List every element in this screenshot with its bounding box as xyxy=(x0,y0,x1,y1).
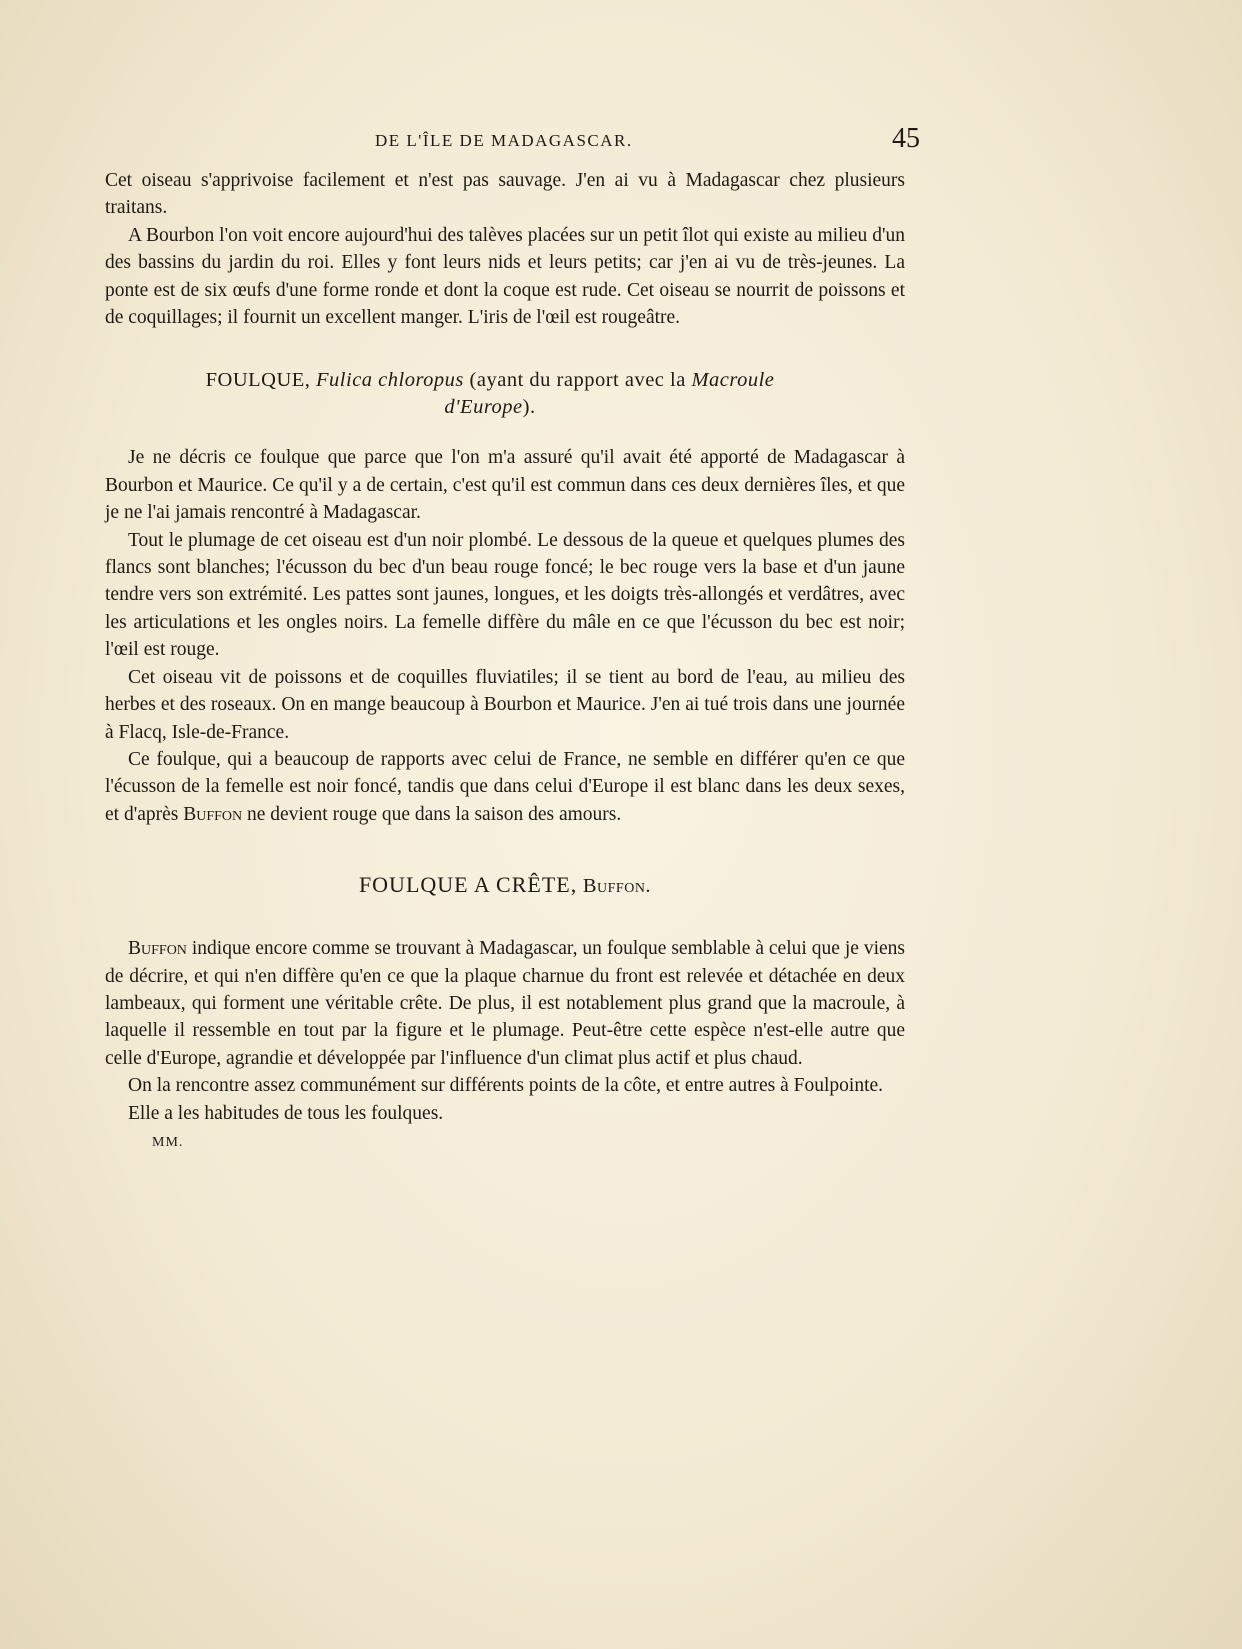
signature: MM. xyxy=(152,1134,184,1150)
section-heading-foulque xyxy=(105,367,905,421)
heading-note-close: ). xyxy=(522,396,536,419)
page-header xyxy=(105,123,920,157)
heading-author: Buffon. xyxy=(582,875,652,898)
paragraph: On la rencontre assez communément sur différents points de la côte, et entre autres à Foulpointe. xyxy=(128,1075,884,1097)
heading-note: (ayant du rapport avec la xyxy=(469,369,686,392)
heading-note-italic-2: d'Europe xyxy=(444,396,523,419)
paragraph: Tout le plumage de cet oiseau est d'un noir plombé. Le dessous de la queue et quelques plumes des flancs sont blanches; l'écusson du bec d'un beau rouge foncé; le bec rouge vers la base et d'un jaune tendre vers son extrémité. Les pattes sont jaunes, longues, et les doigts très-allongés et verdâtres, avec les articulations et les ongles noirs. La femelle diffère du mâle en ce que l'écusson du bec est noir; l'œil est rouge. xyxy=(105,529,905,661)
page-number: 45 xyxy=(892,123,920,154)
paragraph: Cet oiseau s'apprivoise facilement et n'est pas sauvage. J'en ai vu à Madagascar chez plusieurs traitans. xyxy=(105,170,905,219)
author-name: Buffon xyxy=(183,803,243,825)
heading-name: FOULQUE, xyxy=(205,369,311,392)
paragraph-text: indique encore comme se trouvant à Madagascar, un foulque semblable à celui que je viens de décrire, et qui n'en diffère qu'en ce que la plaque charnue du front est relevée et détachée en deux lambeaux, qui forment une véritable crête. De plus, il est notablement plus grand que la macroule, à laquelle il ressemble en tout par la figure et le plumage. Peut-être cette espèce n'est-elle autre que celle d'Europe, agrandie et développée par l'influence d'un climat plus actif et plus chaud. xyxy=(105,938,905,1069)
paragraph xyxy=(105,746,905,828)
body-text xyxy=(105,167,905,1156)
author-name: Buffon xyxy=(128,938,187,960)
heading-note-italic: Macroule xyxy=(691,369,775,392)
heading-latin: Fulica chloropus xyxy=(316,369,464,392)
paragraph-text: ne devient rouge que dans la saison des amours. xyxy=(242,803,622,825)
running-head: DE L'ÎLE DE MADAGASCAR. xyxy=(375,131,633,150)
paragraph: A Bourbon l'on voit encore aujourd'hui des talèves placées sur un petit îlot qui existe au milieu d'un des bassins du jardin du roi. Elles y font leurs nids et leurs petits; car j'en ai vu de très-jeunes. La ponte est de six œufs d'une forme ronde et dont la coque est rude. Cet oiseau se nourrit de poissons et de coquillages; il fournit un excellent manger. L'iris de l'œil est rougeâtre. xyxy=(105,224,905,329)
paragraph xyxy=(105,935,905,1072)
section-heading-foulque-a-crete xyxy=(105,871,905,900)
paragraph-text: Ce foulque, qui a beaucoup de rapports avec celui de France, ne semble en différer qu'en ce que l'écusson de la femelle est noir foncé, tandis que dans celui d'Europe il est blanc dans les deux sexes, et d'après xyxy=(105,748,905,825)
heading-title: FOULQUE A CRÊTE, xyxy=(358,872,578,898)
paragraph: Je ne décris ce foulque que parce que l'on m'a assuré qu'il avait été apporté de Madagascar à Bourbon et Maurice. Ce qu'il y a de certain, c'est qu'il est commun dans ces deux dernières îles, et que je ne l'ai jamais rencontré à Madagascar. xyxy=(105,447,905,524)
paragraph: Cet oiseau vit de poissons et de coquilles fluviatiles; il se tient au bord de l'eau, au milieu des herbes et des roseaux. On en mange beaucoup à Bourbon et Maurice. J'en ai tué trois dans une journée à Flacq, Isle-de-France. xyxy=(105,666,905,743)
paragraph: Elle a les habitudes de tous les foulques. xyxy=(128,1102,444,1124)
